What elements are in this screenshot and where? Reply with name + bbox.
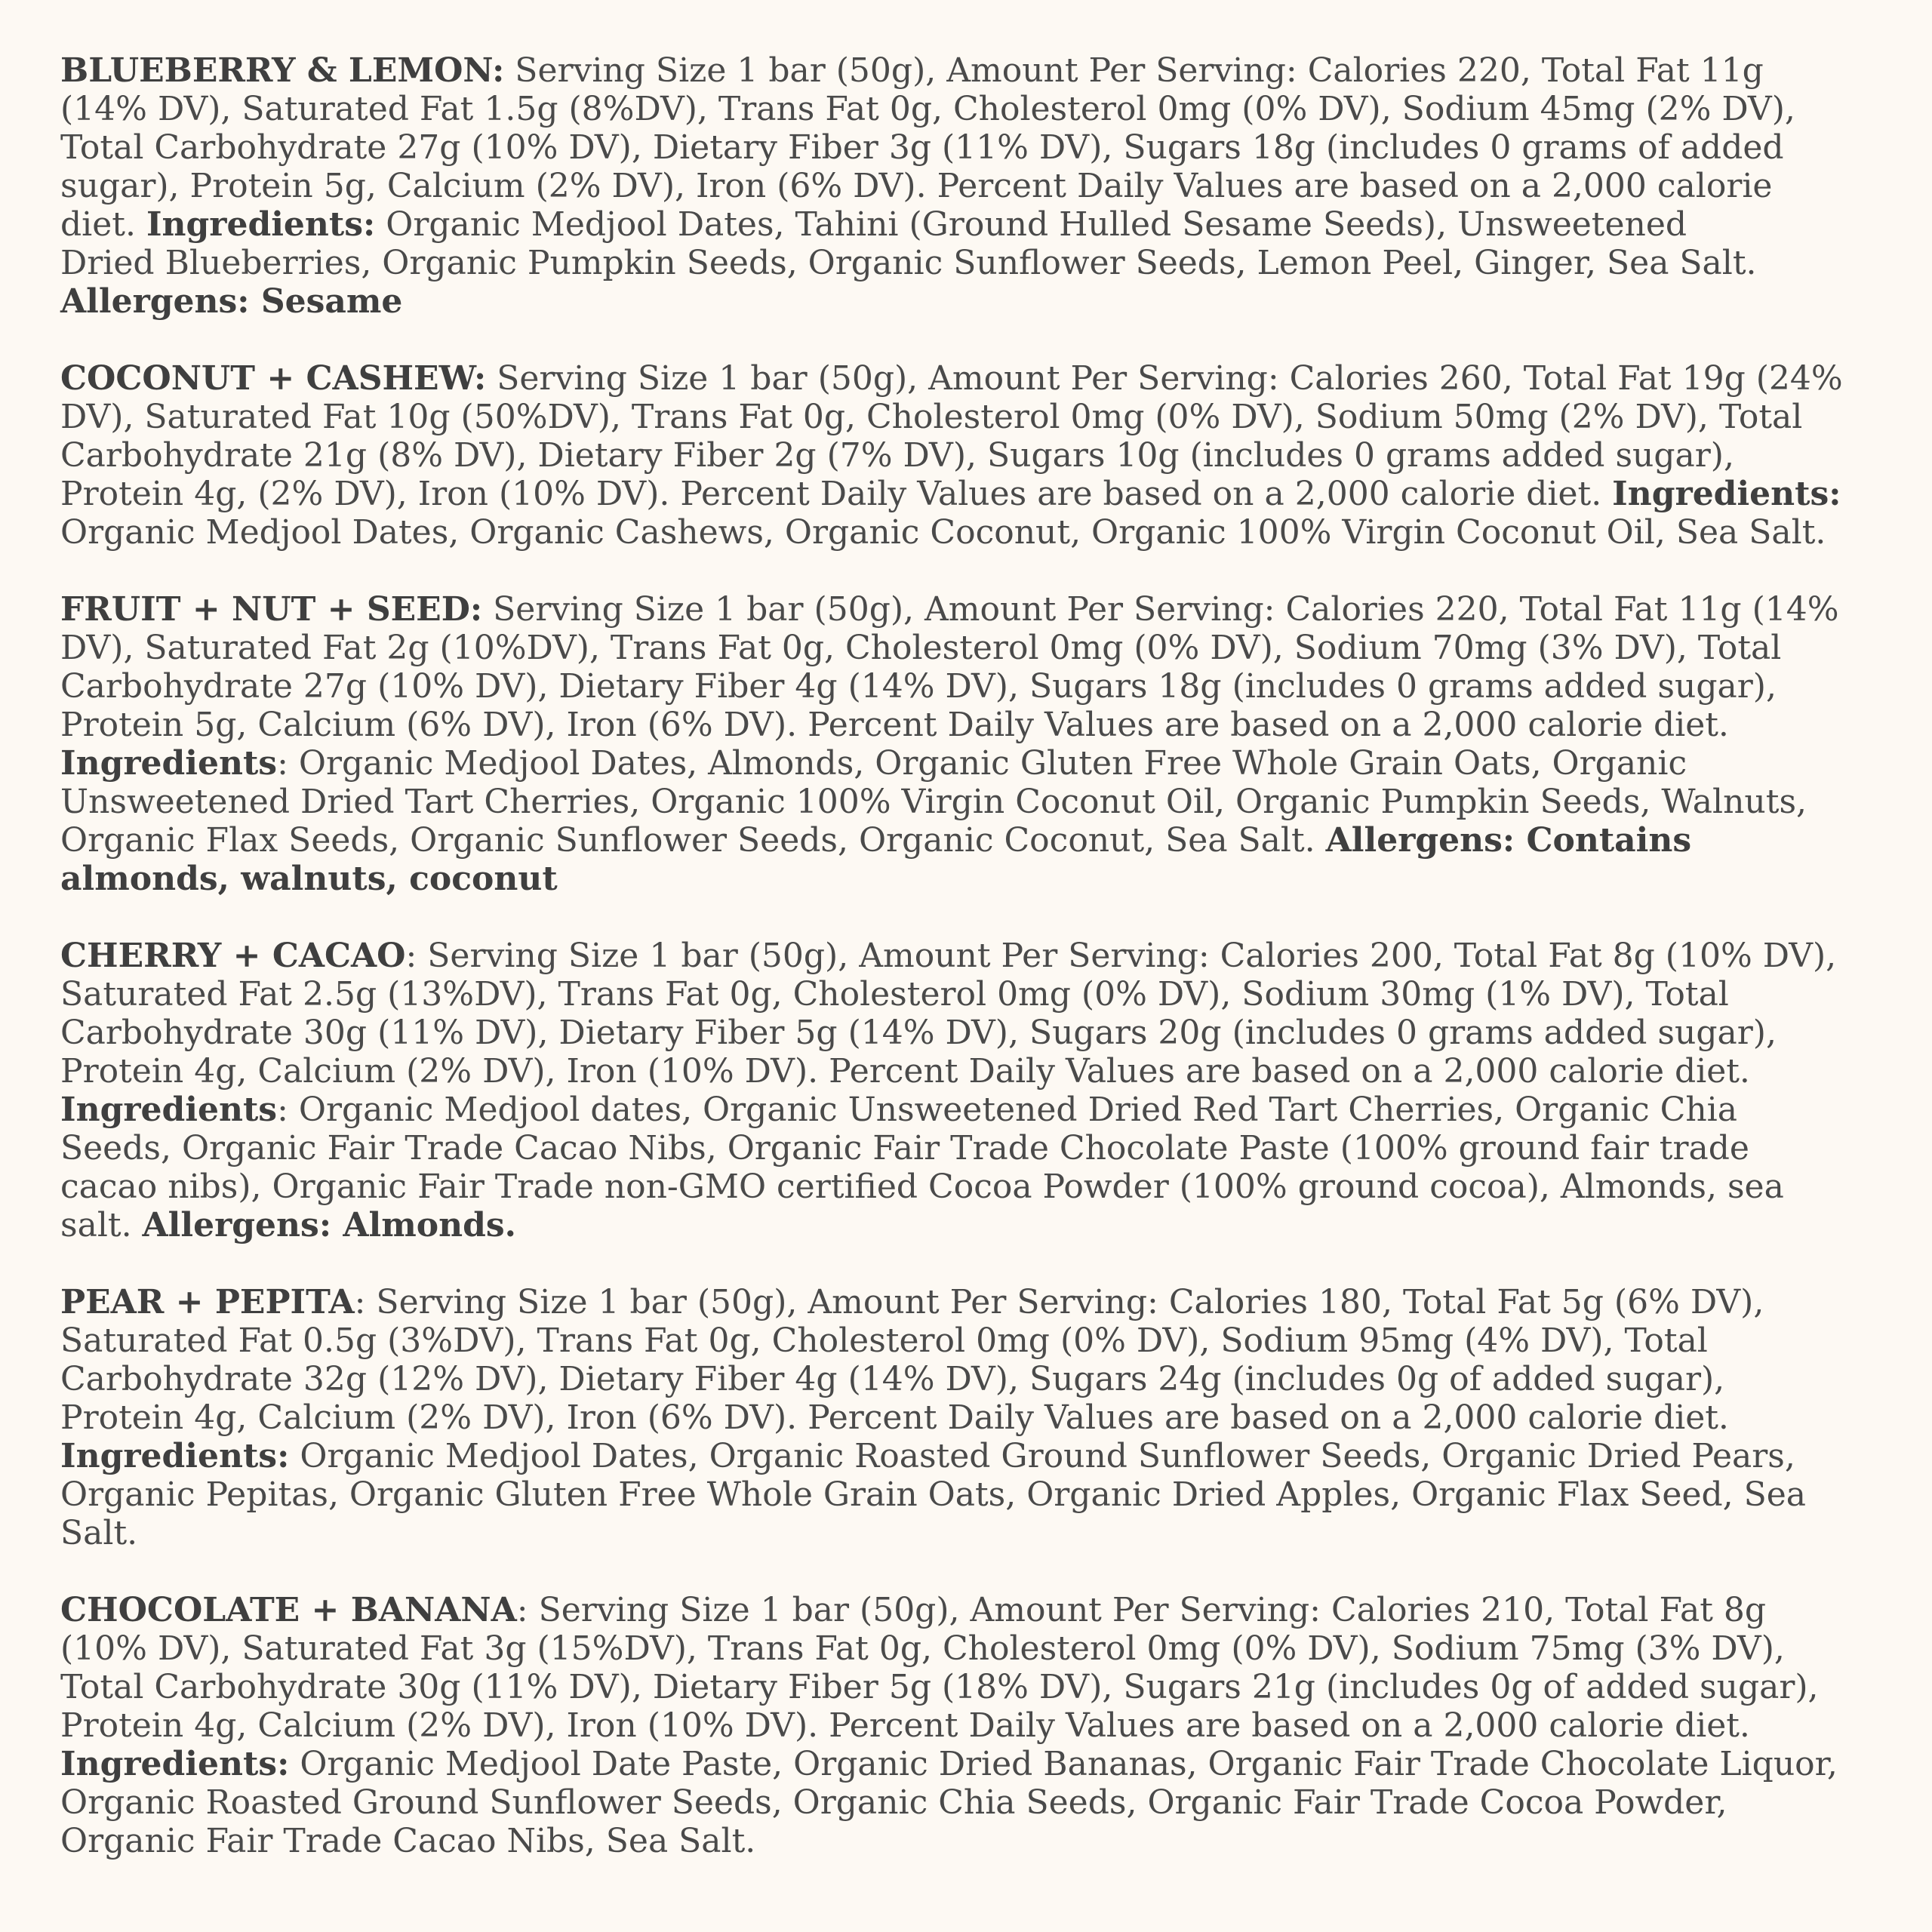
allergens-text: Allergens: Contains almonds, walnuts, coconut: [60, 821, 1692, 898]
ingredients-text: Organic Medjool Dates, Tahini (Ground Hulled Sesame Seeds), Unsweetened Dried Blueberries, Organic Pumpkin Seeds, Organic Sunflower Seeds, Lemon Peel, Ginger, Sea Salt.: [60, 205, 1757, 282]
ingredients-label: Ingredients:: [146, 205, 376, 244]
product-coconut-cashew: [60, 359, 1887, 552]
nutrition-text: : Serving Size 1 bar (50g), Amount Per Serving: Calories 200, Total Fat 8g (10% DV), Saturated Fat 2.5g (13%DV), Trans Fat 0g, Cholesterol 0mg (0% DV), Sodium 30mg (1% DV), Total Carbohydrate 30g (11% DV), Dietary Fiber 5g (14% DV), Sugars 20g (includes 0 grams added sugar), Protein 4g, Calcium (2% DV), Iron (10% DV). Percent Daily Values are based on a 2,000 calorie diet.: [60, 937, 1837, 1091]
nutrition-text: : Serving Size 1 bar (50g), Amount Per Serving: Calories 210, Total Fat 8g (10% DV), Saturated Fat 3g (15%DV), Trans Fat 0g, Cholesterol 0mg (0% DV), Sodium 75mg (3% DV), Total Carbohydrate 30g (11% DV), Dietary Fiber 5g (18% DV), Sugars 21g (includes 0g of added sugar), Protein 4g, Calcium (2% DV), Iron (10% DV). Percent Daily Values are based on a 2,000 calorie diet.: [60, 1591, 1819, 1745]
ingredients-text: Organic Medjool Date Paste, Organic Dried Bananas, Organic Fair Trade Chocolate Liquor, Organic Roasted Ground Sunflower Seeds, Organic Chia Seeds, Organic Fair Trade Cocoa Powder, Organic Fair Trade Cacao Nibs, Sea Salt.: [60, 1745, 1838, 1860]
product-name: CHOCOLATE + BANANA: [60, 1591, 517, 1629]
nutrition-text: Serving Size 1 bar (50g), Amount Per Serving: Calories 220, Total Fat 11g (14% DV), Saturated Fat 1.5g (8%DV), Trans Fat 0g, Cholesterol 0mg (0% DV), Sodium 45mg (2% DV), Total Carbohydrate 27g (10% DV), Dietary Fiber 3g (11% DV), Sugars 18g (includes 0 grams of added sugar), Protein 5g, Calcium (2% DV), Iron (6% DV). Percent Daily Values are based on a 2,000 calorie diet.: [60, 51, 1795, 244]
product-blueberry-lemon: [60, 51, 1887, 321]
ingredients-text: Organic Medjool Dates, Organic Cashews, Organic Coconut, Organic 100% Virgin Coconut Oil, Sea Salt.: [60, 513, 1826, 552]
ingredients-label: Ingredients: [60, 744, 278, 783]
product-name: COCONUT + CASHEW:: [60, 359, 487, 398]
allergens-text: Allergens: Sesame: [60, 282, 403, 321]
ingredients-label: Ingredients: [60, 1091, 278, 1129]
allergens-text: Allergens: Almonds.: [142, 1206, 516, 1244]
nutrition-text: Serving Size 1 bar (50g), Amount Per Serving: Calories 220, Total Fat 11g (14% DV), Saturated Fat 2g (10%DV), Trans Fat 0g, Cholesterol 0mg (0% DV), Sodium 70mg (3% DV), Total Carbohydrate 27g (10% DV), Dietary Fiber 4g (14% DV), Sugars 18g (includes 0 grams added sugar), Protein 5g, Calcium (6% DV), Iron (6% DV). Percent Daily Values are based on a 2,000 calorie diet.: [60, 590, 1839, 744]
ingredients-text: Organic Medjool Dates, Organic Roasted Ground Sunflower Seeds, Organic Dried Pears, Organic Pepitas, Organic Gluten Free Whole Grain Oats, Organic Dried Apples, Organic Flax Seed, Sea Salt.: [60, 1437, 1807, 1552]
product-chocolate-banana: [60, 1591, 1887, 1860]
product-cherry-cacao: [60, 937, 1887, 1244]
product-fruit-nut-seed: [60, 590, 1887, 898]
nutrition-text: Serving Size 1 bar (50g), Amount Per Serving: Calories 260, Total Fat 19g (24% DV), Saturated Fat 10g (50%DV), Trans Fat 0g, Cholesterol 0mg (0% DV), Sodium 50mg (2% DV), Total Carbohydrate 21g (8% DV), Dietary Fiber 2g (7% DV), Sugars 10g (includes 0 grams added sugar), Protein 4g, (2% DV), Iron (10% DV). Percent Daily Values are based on a 2,000 calorie diet.: [60, 359, 1843, 513]
nutrition-text: : Serving Size 1 bar (50g), Amount Per Serving: Calories 180, Total Fat 5g (6% DV), Saturated Fat 0.5g (3%DV), Trans Fat 0g, Cholesterol 0mg (0% DV), Sodium 95mg (4% DV), Total Carbohydrate 32g (12% DV), Dietary Fiber 4g (14% DV), Sugars 24g (includes 0g of added sugar), Protein 4g, Calcium (2% DV), Iron (6% DV). Percent Daily Values are based on a 2,000 calorie diet.: [60, 1283, 1764, 1437]
ingredients-label: Ingredients:: [60, 1437, 290, 1475]
product-pear-pepita: [60, 1283, 1887, 1552]
ingredients-label: Ingredients:: [1612, 475, 1841, 513]
product-name: FRUIT + NUT + SEED:: [60, 590, 483, 629]
ingredients-text: : Organic Medjool dates, Organic Unsweetened Dried Red Tart Cherries, Organic Chia Seeds, Organic Fair Trade Cacao Nibs, Organic Fair Trade Chocolate Paste (100% ground fair trade cacao nibs), Organic Fair Trade non-GMO certified Cocoa Powder (100% ground cocoa), Almonds, sea salt.: [60, 1091, 1784, 1244]
ingredients-label: Ingredients:: [60, 1745, 290, 1783]
product-name: CHERRY + CACAO: [60, 937, 406, 975]
ingredients-text: : Organic Medjool Dates, Almonds, Organic Gluten Free Whole Grain Oats, Organic Unsweetened Dried Tart Cherries, Organic 100% Virgin Coconut Oil, Organic Pumpkin Seeds, Walnuts, Organic Flax Seeds, Organic Sunflower Seeds, Organic Coconut, Sea Salt.: [60, 744, 1807, 860]
product-name: PEAR + PEPITA: [60, 1283, 355, 1321]
product-name: BLUEBERRY & LEMON:: [60, 51, 505, 90]
